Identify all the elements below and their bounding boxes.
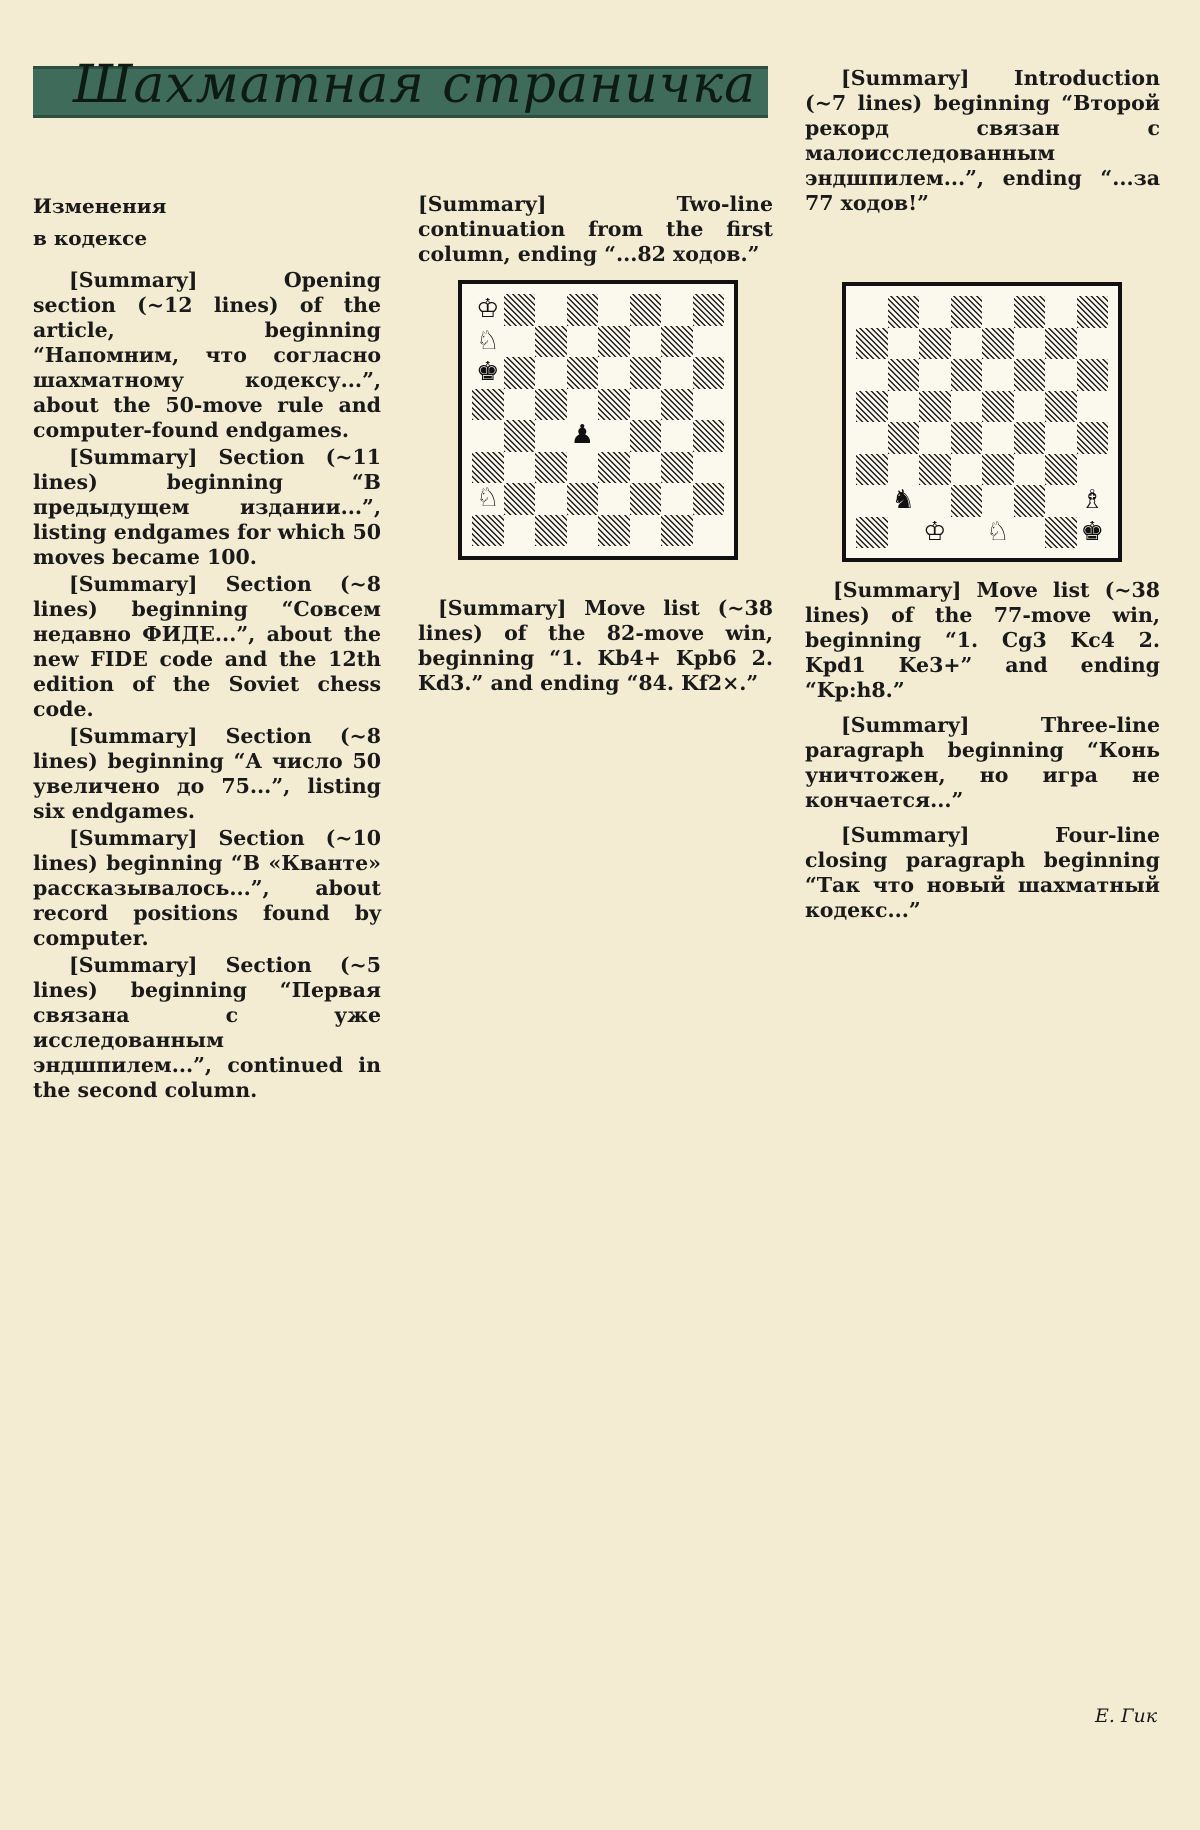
board-square	[1045, 422, 1077, 454]
board-square	[598, 326, 630, 358]
board-square	[504, 515, 536, 547]
board-square	[693, 389, 725, 421]
board-square	[630, 357, 662, 389]
board-square	[1077, 454, 1109, 486]
paragraph: [Summary] Four-line closing paragraph beginning “Так что новый шахматный кодекс...”	[805, 823, 1160, 922]
board-square	[504, 357, 536, 389]
board-square	[661, 294, 693, 326]
board-square	[1045, 485, 1077, 517]
board-square	[504, 452, 536, 484]
paragraph: [Summary] Two-line continuation from the first column, ending “...82 ходов.”	[418, 192, 773, 266]
board-square	[598, 515, 630, 547]
banner-title: Шахматная страничка	[73, 55, 757, 115]
board-square	[661, 420, 693, 452]
move-list: [Summary] Move list (~38 lines) of the 82-move win, beginning “1. Kb4+ Kpb6 2. Kd3.” and ending “84. Kf2×.”	[418, 596, 773, 695]
board-square	[1045, 328, 1077, 360]
board-square	[504, 294, 536, 326]
board-square	[630, 483, 662, 515]
chessboard	[472, 294, 724, 546]
chess-diagram-1	[458, 280, 738, 560]
board-square	[888, 422, 920, 454]
board-square	[472, 420, 504, 452]
board-square	[982, 359, 1014, 391]
board-square	[693, 515, 725, 547]
board-square	[1014, 517, 1046, 549]
board-square	[535, 515, 567, 547]
board-square	[856, 517, 888, 549]
column-2	[418, 192, 773, 269]
white-king-piece: ♔	[919, 517, 951, 549]
board-square	[1077, 328, 1109, 360]
section-banner	[33, 55, 768, 118]
board-square	[919, 454, 951, 486]
board-square	[856, 422, 888, 454]
paragraph: [Summary] Section (~8 lines) beginning “Совсем недавно ФИДЕ...”, about the new FIDE code and the 12th edition of the Soviet chess code.	[33, 572, 381, 721]
board-square	[567, 515, 599, 547]
board-square	[1014, 359, 1046, 391]
board-square	[919, 485, 951, 517]
board-square	[919, 296, 951, 328]
column-3	[805, 66, 1160, 218]
board-square	[1077, 391, 1109, 423]
board-square	[472, 515, 504, 547]
board-square	[856, 296, 888, 328]
moves-column-2	[418, 596, 773, 698]
board-square	[951, 296, 983, 328]
board-square	[693, 294, 725, 326]
board-square	[919, 328, 951, 360]
board-square	[951, 422, 983, 454]
board-square	[630, 452, 662, 484]
board-square	[504, 420, 536, 452]
board-square	[888, 454, 920, 486]
board-square	[1014, 391, 1046, 423]
board-square	[535, 452, 567, 484]
board-square	[982, 391, 1014, 423]
board-square	[598, 452, 630, 484]
chessboard	[856, 296, 1108, 548]
black-pawn-piece: ♟	[567, 420, 599, 452]
moves-column-3	[805, 578, 1160, 925]
board-square	[598, 389, 630, 421]
board-square	[982, 422, 1014, 454]
board-square	[504, 389, 536, 421]
board-square	[535, 389, 567, 421]
board-square	[472, 452, 504, 484]
board-square	[661, 452, 693, 484]
paragraph: [Summary] Section (~5 lines) beginning “Первая связана с уже исследованным эндшпилем...”, continued in the second column.	[33, 953, 381, 1102]
author-signature: Е. Гик	[1095, 1705, 1158, 1727]
board-square	[567, 483, 599, 515]
board-square	[951, 517, 983, 549]
board-square	[504, 326, 536, 358]
board-square	[1014, 328, 1046, 360]
board-square	[567, 452, 599, 484]
black-king-piece: ♚	[472, 357, 504, 389]
board-square	[567, 389, 599, 421]
board-square	[888, 359, 920, 391]
board-square	[630, 294, 662, 326]
board-square	[661, 389, 693, 421]
board-square	[1014, 485, 1046, 517]
board-square	[598, 357, 630, 389]
board-square	[630, 420, 662, 452]
board-square	[535, 420, 567, 452]
board-square	[951, 328, 983, 360]
paragraph: [Summary] Opening section (~12 lines) of the article, beginning “Напомним, что согласно шахматному кодексу...”, about the 50-move rule and computer-found endgames.	[33, 268, 381, 442]
board-square	[888, 296, 920, 328]
white-bishop-piece: ♗	[1077, 485, 1109, 517]
board-square	[567, 326, 599, 358]
board-square	[1014, 422, 1046, 454]
paragraph: [Summary] Section (~10 lines) beginning “В «Кванте» рассказывалось...”, about record positions found by computer.	[33, 826, 381, 950]
board-square	[630, 326, 662, 358]
board-square	[856, 359, 888, 391]
board-square	[1045, 296, 1077, 328]
board-square	[1077, 296, 1109, 328]
board-square	[951, 454, 983, 486]
board-square	[535, 483, 567, 515]
board-square	[693, 452, 725, 484]
board-square	[856, 454, 888, 486]
paragraph: [Summary] Section (~11 lines) beginning “В предыдущем издании...”, listing endgames for which 50 moves became 100.	[33, 445, 381, 569]
board-square	[693, 420, 725, 452]
board-square	[919, 391, 951, 423]
white-knight-piece: ♘	[472, 483, 504, 515]
board-square	[951, 359, 983, 391]
board-square	[951, 391, 983, 423]
paragraph: [Summary] Three-line paragraph beginning “Конь уничтожен, но игра не кончается...”	[805, 713, 1160, 812]
board-square	[951, 485, 983, 517]
black-king-piece: ♚	[1077, 517, 1109, 549]
board-square	[1045, 359, 1077, 391]
board-square	[661, 326, 693, 358]
board-square	[472, 389, 504, 421]
board-square	[1045, 391, 1077, 423]
board-square	[661, 515, 693, 547]
board-square	[598, 294, 630, 326]
board-square	[535, 357, 567, 389]
board-square	[598, 483, 630, 515]
board-square	[1014, 296, 1046, 328]
board-square	[535, 326, 567, 358]
board-square	[661, 357, 693, 389]
board-square	[630, 515, 662, 547]
board-square	[1045, 517, 1077, 549]
column-1	[33, 190, 381, 1105]
board-square	[1077, 422, 1109, 454]
board-square	[693, 357, 725, 389]
board-square	[693, 326, 725, 358]
board-square	[919, 359, 951, 391]
board-square	[888, 391, 920, 423]
board-square	[598, 420, 630, 452]
board-square	[1045, 454, 1077, 486]
board-square	[535, 294, 567, 326]
white-knight-piece: ♘	[982, 517, 1014, 549]
board-square	[982, 454, 1014, 486]
board-square	[856, 328, 888, 360]
move-list: [Summary] Move list (~38 lines) of the 77-move win, beginning “1. Cg3 Kc4 2. Kpd1 Ke3+” and ending “Kp:h8.”	[805, 578, 1160, 702]
white-king-piece: ♔	[472, 294, 504, 326]
white-knight-piece: ♘	[472, 326, 504, 358]
board-square	[982, 296, 1014, 328]
board-square	[888, 517, 920, 549]
board-square	[856, 485, 888, 517]
board-square	[982, 328, 1014, 360]
board-square	[504, 483, 536, 515]
article-heading: Изменения в кодексе	[33, 194, 167, 250]
board-square	[661, 483, 693, 515]
board-square	[919, 422, 951, 454]
board-square	[567, 357, 599, 389]
board-square	[856, 391, 888, 423]
board-square	[693, 483, 725, 515]
board-square	[982, 485, 1014, 517]
board-square	[888, 328, 920, 360]
paragraph: [Summary] Section (~8 lines) beginning “А число 50 увеличено до 75...”, listing six endgames.	[33, 724, 381, 823]
paragraph: [Summary] Introduction (~7 lines) beginning “Второй рекорд связан с малоисследованным эндшпилем...”, ending “...за 77 ходов!”	[805, 66, 1160, 215]
black-knight-piece: ♞	[888, 485, 920, 517]
board-square	[1077, 359, 1109, 391]
board-square	[1014, 454, 1046, 486]
board-square	[630, 389, 662, 421]
chess-diagram-2	[842, 282, 1122, 562]
board-square	[567, 294, 599, 326]
